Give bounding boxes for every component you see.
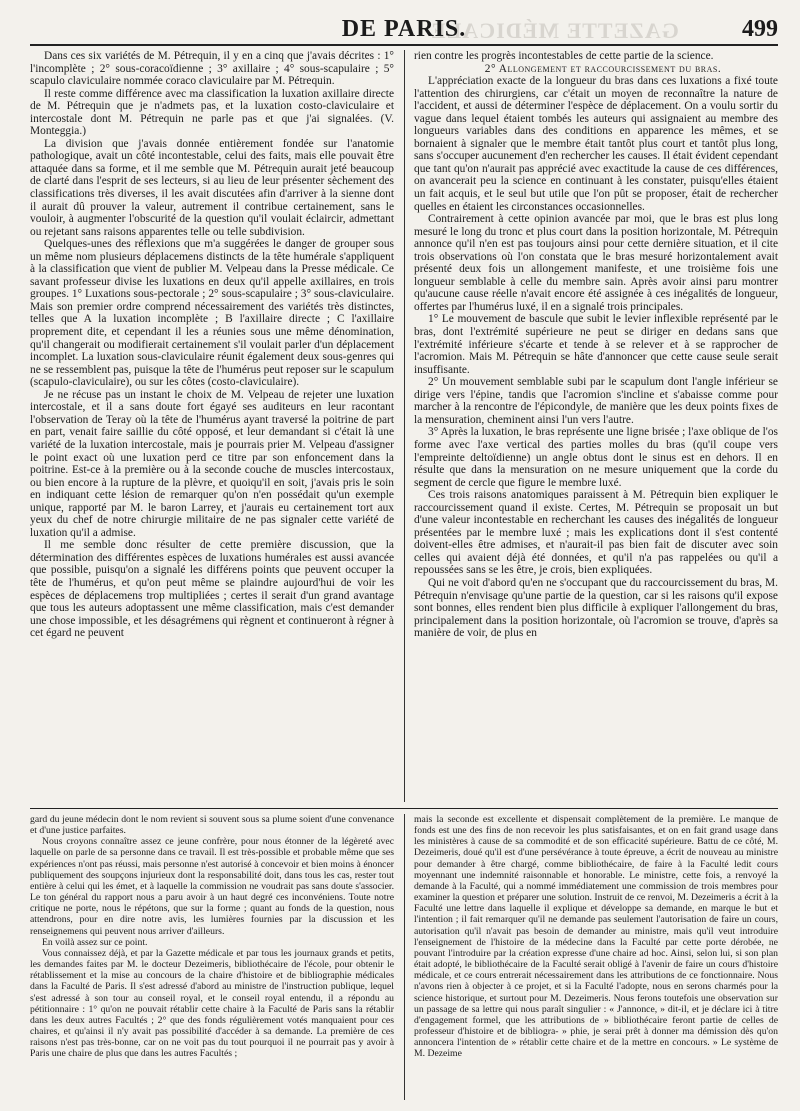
upper-left-column — [30, 50, 394, 802]
paragraph: Ces trois raisons anatomiques paraissent à M. Pétrequin bien expliquer le raccourcissement quand il existe. Certes, M. Pétrequin se proposait un but d'une valeur incontestable en recherchant les causes des inégalités de longueur présentées par le membre luxé ; mais les explications dont il s'est contenté doivent-elles être admises, et n'aurait-il pas bien fait de discuter avec soin celles qui avaient déjà été données, et qu'il n'a pas rappelées ou qu'il a repoussées sans se les être, je crois, bien expliquées. — [414, 489, 778, 577]
feuilleton — [30, 814, 778, 1100]
main-article — [30, 50, 778, 802]
paragraph: rien contre les progrès incontestables de cette partie de la science. — [414, 50, 714, 62]
page-number: 499 — [742, 16, 778, 42]
lower-right-column — [414, 814, 778, 1100]
page-title: DE PARIS. — [341, 16, 467, 42]
paragraph: 3° Après la luxation, le bras représente une ligne brisée ; l'axe oblique de l'os forme avec l'axe vertical des parties molles du bras (qu'il coupe vers l'empreinte deltoïdienne) un angle obtus dont le sinus est en dehors. Il en résulte que dans la mensuration on ne mesure uniquement que la corde du segment de cercle que figure le membre luxé. — [414, 426, 778, 489]
paragraph: Contrairement à cette opinion avancée par moi, que le bras est plus long mesuré le long du tronc et plus court dans la position horizontale, M. Pétrequin annonce qu'il n'en est pas toujours ainsi pour cette dernière situation, et il cite trois observations où l'on constata que le bras mesuré horizontalement avait présenté deux fois un allongement manifeste, et une troisième fois une longueur semblable à celle du membre sain. Après avoir ainsi paru montrer qu'aucune cause réelle n'avait encore été assignée à ces inégalités de longueur, offertes par l'humérus luxé, il en a signalé trois principales. — [414, 213, 778, 313]
paragraph: Qui ne voit d'abord qu'en ne s'occupant que du raccourcissement du bras, M. Pétrequin n'envisage qu'une partie de la question, car si les raisons qu'il expose sont bonnes, elles rendent bien plus difficile à expliquer l'allongement du bras, principalement dans la position horizontale, où l'acromion se trouve, d'après sa manière de voir, de plus en — [414, 576, 778, 640]
paragraph: gard du jeune médecin dont le nom revient si souvent sous sa plume soient d'une convenance et d'une justice parfaites. — [30, 814, 394, 837]
upper-right-column — [414, 50, 778, 802]
paragraph: Je ne récuse pas un instant le choix de M. Velpeau de rejeter une luxation intercostale, et il a sans doute fort égayé ses auditeurs en leur racontant l'observation de Teray où la tête de l'humérus ayant traversé la poitrine de part en part, venait faire saillie du côté opposé, et leur demandant si c'était là une variété de la luxation intercostale, mais je pourrais prier M. Velpeau d'assigner le point exact où une luxation perd ce titre par son enfoncement dans la poitrine. Est-ce à la première ou à la seconde couche de muscles intercostaux, ou bien encore à la rupture de la plèvre, et quoiqu'il en soit, j'avais pris le soin en indiquant cette lésion de remarquer qu'on n'en possédait qu'un exemple unique, rapporté par M. le baron Larrey, et j'aurais eu certainement tort aux yeux du chef de notre chirurgie militaire de ne pas signaler cette variété de luxation qu'il a admise. — [30, 388, 394, 539]
lower-left-column — [30, 814, 394, 1100]
bleed-through-header: GAZETTE MÉDICALE — [430, 18, 679, 43]
paragraph: 2° Un mouvement semblable subi par le scapulum dont l'angle inférieur se dirige vers l'épine, tandis que l'acromion s'incline et s'abaisse comme pour marcher à la rencontre de l'épicondyle, de manière que les deux points fixes de la mensuration, cheminent ainsi l'un vers l'autre. — [414, 376, 778, 426]
paragraph: Il me semble donc résulter de cette première discussion, que la détermination des différentes espèces de luxations humérales est aussi avancée que possible, puisqu'on a signalé les différens points que peuvent occuper la tête de l'humérus, et qu'on peut même se plaindre aujourd'hui de voir les espèces de déplacemens trop multipliées ; certes il serait d'un grand avantage que tous les auteurs adoptassent une même classification, mais c'est demander une chose impossible, et les désagrémens qui règnent et continueront à régner à cet égard ne peuvent — [30, 539, 394, 640]
paragraph: Il reste comme différence avec ma classification la luxation axillaire directe de M. Pétrequin que je n'admets pas, et la luxation costo-claviculaire et intercostale dont M. Pétrequin ne parle pas et que j'ai signalées. (V. Monteggia.) — [30, 87, 394, 138]
paragraph: mais la seconde est excellente et dispensait complètement de la première. Le manque de fonds est une des fins de non recevoir les plus satisfaisantes, et on en fait grand usage dans les ministères à cause de sa commodité et de son efficacité supérieure. Battu de ce côté, M. Dezeimeris, doué qu'il est d'une persévérance à toute épreuve, a écrit de nouveau au ministre pour demander à être chargé, comme bibliothécaire, de faire à la Faculté ledit cours moyennant une indemnité raisonnable et honorable. Le ministre, cette fois, a renvoyé la demande à la Faculté, qui a nommé immédiatement une commission de trois membres pour examiner la question et préparer une solution. Instruit de ce renvoi, M. Dezeimeris a écrit à la Faculté une lettre dans laquelle il explique et développe sa demande, en marque le but et l'intention ; il fait remarquer qu'il ne demande pas seulement l'autorisation de faire un cours, autorisation qu'il n'avait pas besoin de demander au ministre, mais qu'il veut introduire l'enseignement de l'histoire de la médecine dans la Faculté par cette porte dérobée, ne pouvant l'introduire par la création expresse d'une chaire ad hoc. Ainsi, selon lui, si son plan était adopté, le bibliothécaire de la Faculté serait obligé à l'avenir de faire un cours d'histoire médicale, et ce cours entrerait nécessairement dans les attributions de ce fonctionnaire. Nous n'avons rien à objecter à ce projet, et si la Faculté l'adopte, nous en serons charmés pour la science historique, et surtout pour M. Dezeimeris. Nous ferons toutefois une observation sur un passage de sa lettre qui nous paraît singulier : « J'annonce, » dit-il, et je déclare ici à titre d'engagement formel, que les attributions de » bibliothécaire feront partie de celles de professeur d'histoire et de bibliogra- » phie, je serai prêt à donner ma démission dès qu'on annoncera l'intention de » rétablir cette chaire et de la mettre en concours. » Le système de M. Dezeime — [414, 814, 778, 1060]
section-heading: 2° Allongement et raccourcissement du bras. — [484, 62, 722, 75]
paragraph: Vous connaissez déjà, et par la Gazette médicale et par tous les journaux grands et petits, les demandes faites par M. le docteur Dezeimeris, bibliothécaire de l'école, pour obtenir le rétablissement et la mise au concours de la chaire d'histoire et de bibliographie médicales dans la Faculté de Paris. Il s'est adressé d'abord au ministre de l'instruction publique, lequel s'est adressé à son tour au conseil royal, et le conseil royal entendu, il a répondu au pétitionnaire : 1° qu'on ne pouvait rétablir cette chaire à la Faculté de Paris sans la rétablir dans les deux autres Facultés ; 2° que des fonds régulièrement votés manquaient pour ces chaires, et qu'ainsi il n'y avait pas possibilité d'accéder à sa demande. La première de ces raisons n'est pas très-bonne, car on ne voit pas du tout pourquoi il ne pourrait pas y avoir à Paris une chaire de plus que dans les autres Facultés ; — [30, 947, 394, 1060]
newspaper-page — [30, 14, 778, 1100]
paragraph: La division que j'avais donnée entièrement fondée sur l'anatomie pathologique, avait un côté incontestable, celui des faits, mais elle pouvait être attaquée dans sa forme, et il me semble que M. Pétrequin aurait jeté beaucoup de clarté dans l'esprit de ses lecteurs, si au lieu de leur présenter sèchement des classifications très diverses, il les avait discutées afin d'arriver à la sienne dont il aurait dû prouver la valeur, autrement il contribue certainement, sans le vouloir, à augmenter l'obscurité de la question qu'il voulait éclaircir, admettant ou rejetant sans raisons apparentes telle ou telle subdivision. — [30, 137, 394, 238]
paragraph: Quelques-unes des réflexions que m'a suggérées le danger de grouper sous un même nom plusieurs déplacemens distincts de la tête humérale s'appliquent à la classification que vient de publier M. Velpeau dans la Presse médicale. Ce savant professeur divise les luxations en deux qu'il appelle axillaires, en trois groupes. 1° Luxations sous-pectorale ; 2° sous-scapulaire ; 3° sous-claviculaire. Mais son premier ordre comprend nécessairement des variétés très distinctes, telles que A la luxation incomplète ; B l'axillaire directe ; C l'axillaire proprement dite, et cependant il les a réunies sous une même dénomination, qu'il changerait ou modifierait certainement s'il voulait parler d'un déplacement incomplet. La luxation sous-claviculaire réunit également deux sous-genres qui ne se ressemblent pas, puisque la tête de l'humérus peut reposer sur le scapulum (scapulo-claviculaire), ou sur les côtes (costo-claviculaire). — [30, 238, 394, 389]
paragraph: En voilà assez sur ce point. — [42, 936, 148, 948]
paragraph: 1° Le mouvement de bascule que subit le levier inflexible représenté par le bras, dont l'extrémité supérieure ne peut se diriger en dedans sans que l'extrémité inférieure s'écarte et tende à se relever et à se rapprocher de l'acromion. Mais M. Pétrequin se hâte d'annoncer que cette cause seule serait insuffisante. — [414, 313, 778, 376]
column-rule — [404, 50, 405, 802]
column-rule — [404, 814, 405, 1100]
section-divider — [30, 808, 778, 809]
paragraph: Nous croyons connaître assez ce jeune confrère, pour nous étonner de la légèreté avec laquelle on parle de sa personne dans ce travail. Il est très-possible et probable même que ses expériences n'ont pas réussi, mais personne n'est autorisé à concevoir et bien moins à énoncer publiquement des soupçons injurieux dont la responsabilité doit, dans tous les cas, rester tout entière à celui qui les émet, et à laquelle la commission ne voudrait pas sans doute s'associer. Le ton général du rapport nous a paru avoir à un haut degré ces inconvéniens. Toute notre critique ne porte, nous le répétons, que sur la forme ; quant au fonds de la question, nous attendrons, pour en dire notre avis, les lumières fournies par la discussion et les renseignemens qui peuvent nous arriver d'ailleurs. — [30, 836, 394, 937]
paragraph: Dans ces six variétés de M. Pétrequin, il y en a cinq que j'avais décrites : 1° l'incomplète ; 2° sous-coracoïdienne ; 3° axillaire ; 4° sous-scapulaire ; 5° scapulo claviculaire nommée coraco claviculaire par M. Pétrequin. — [30, 50, 394, 88]
paragraph: L'appréciation exacte de la longueur du bras dans ces luxations a fixé toute l'attention des chirurgiens, car c'était un moyen de reconnaître la nature de l'accident, et aussi de déterminer l'espèce de déplacement. On a voulu sortir du vague dans lequel étaient tombés les auteurs qui assignaient au membre des longueurs variables dans des conditions en apparence les mêmes, et se bornaient à signaler que le membre était tantôt plus court et tantôt plus long, sans s'occuper aucunement d'en rechercher les causes. Il était évident cependant que tant qu'on n'aurait pas apprécié avec exactitude la cause de ces différences, on avancerait peu la science en continuant à les constater, puisqu'elles étaient un fait acquis, et le seul but utile que l'on pût se proposer, était de rechercher quelles en étaient les circonstances occasionnelles. — [414, 75, 778, 213]
page-header — [30, 14, 778, 46]
